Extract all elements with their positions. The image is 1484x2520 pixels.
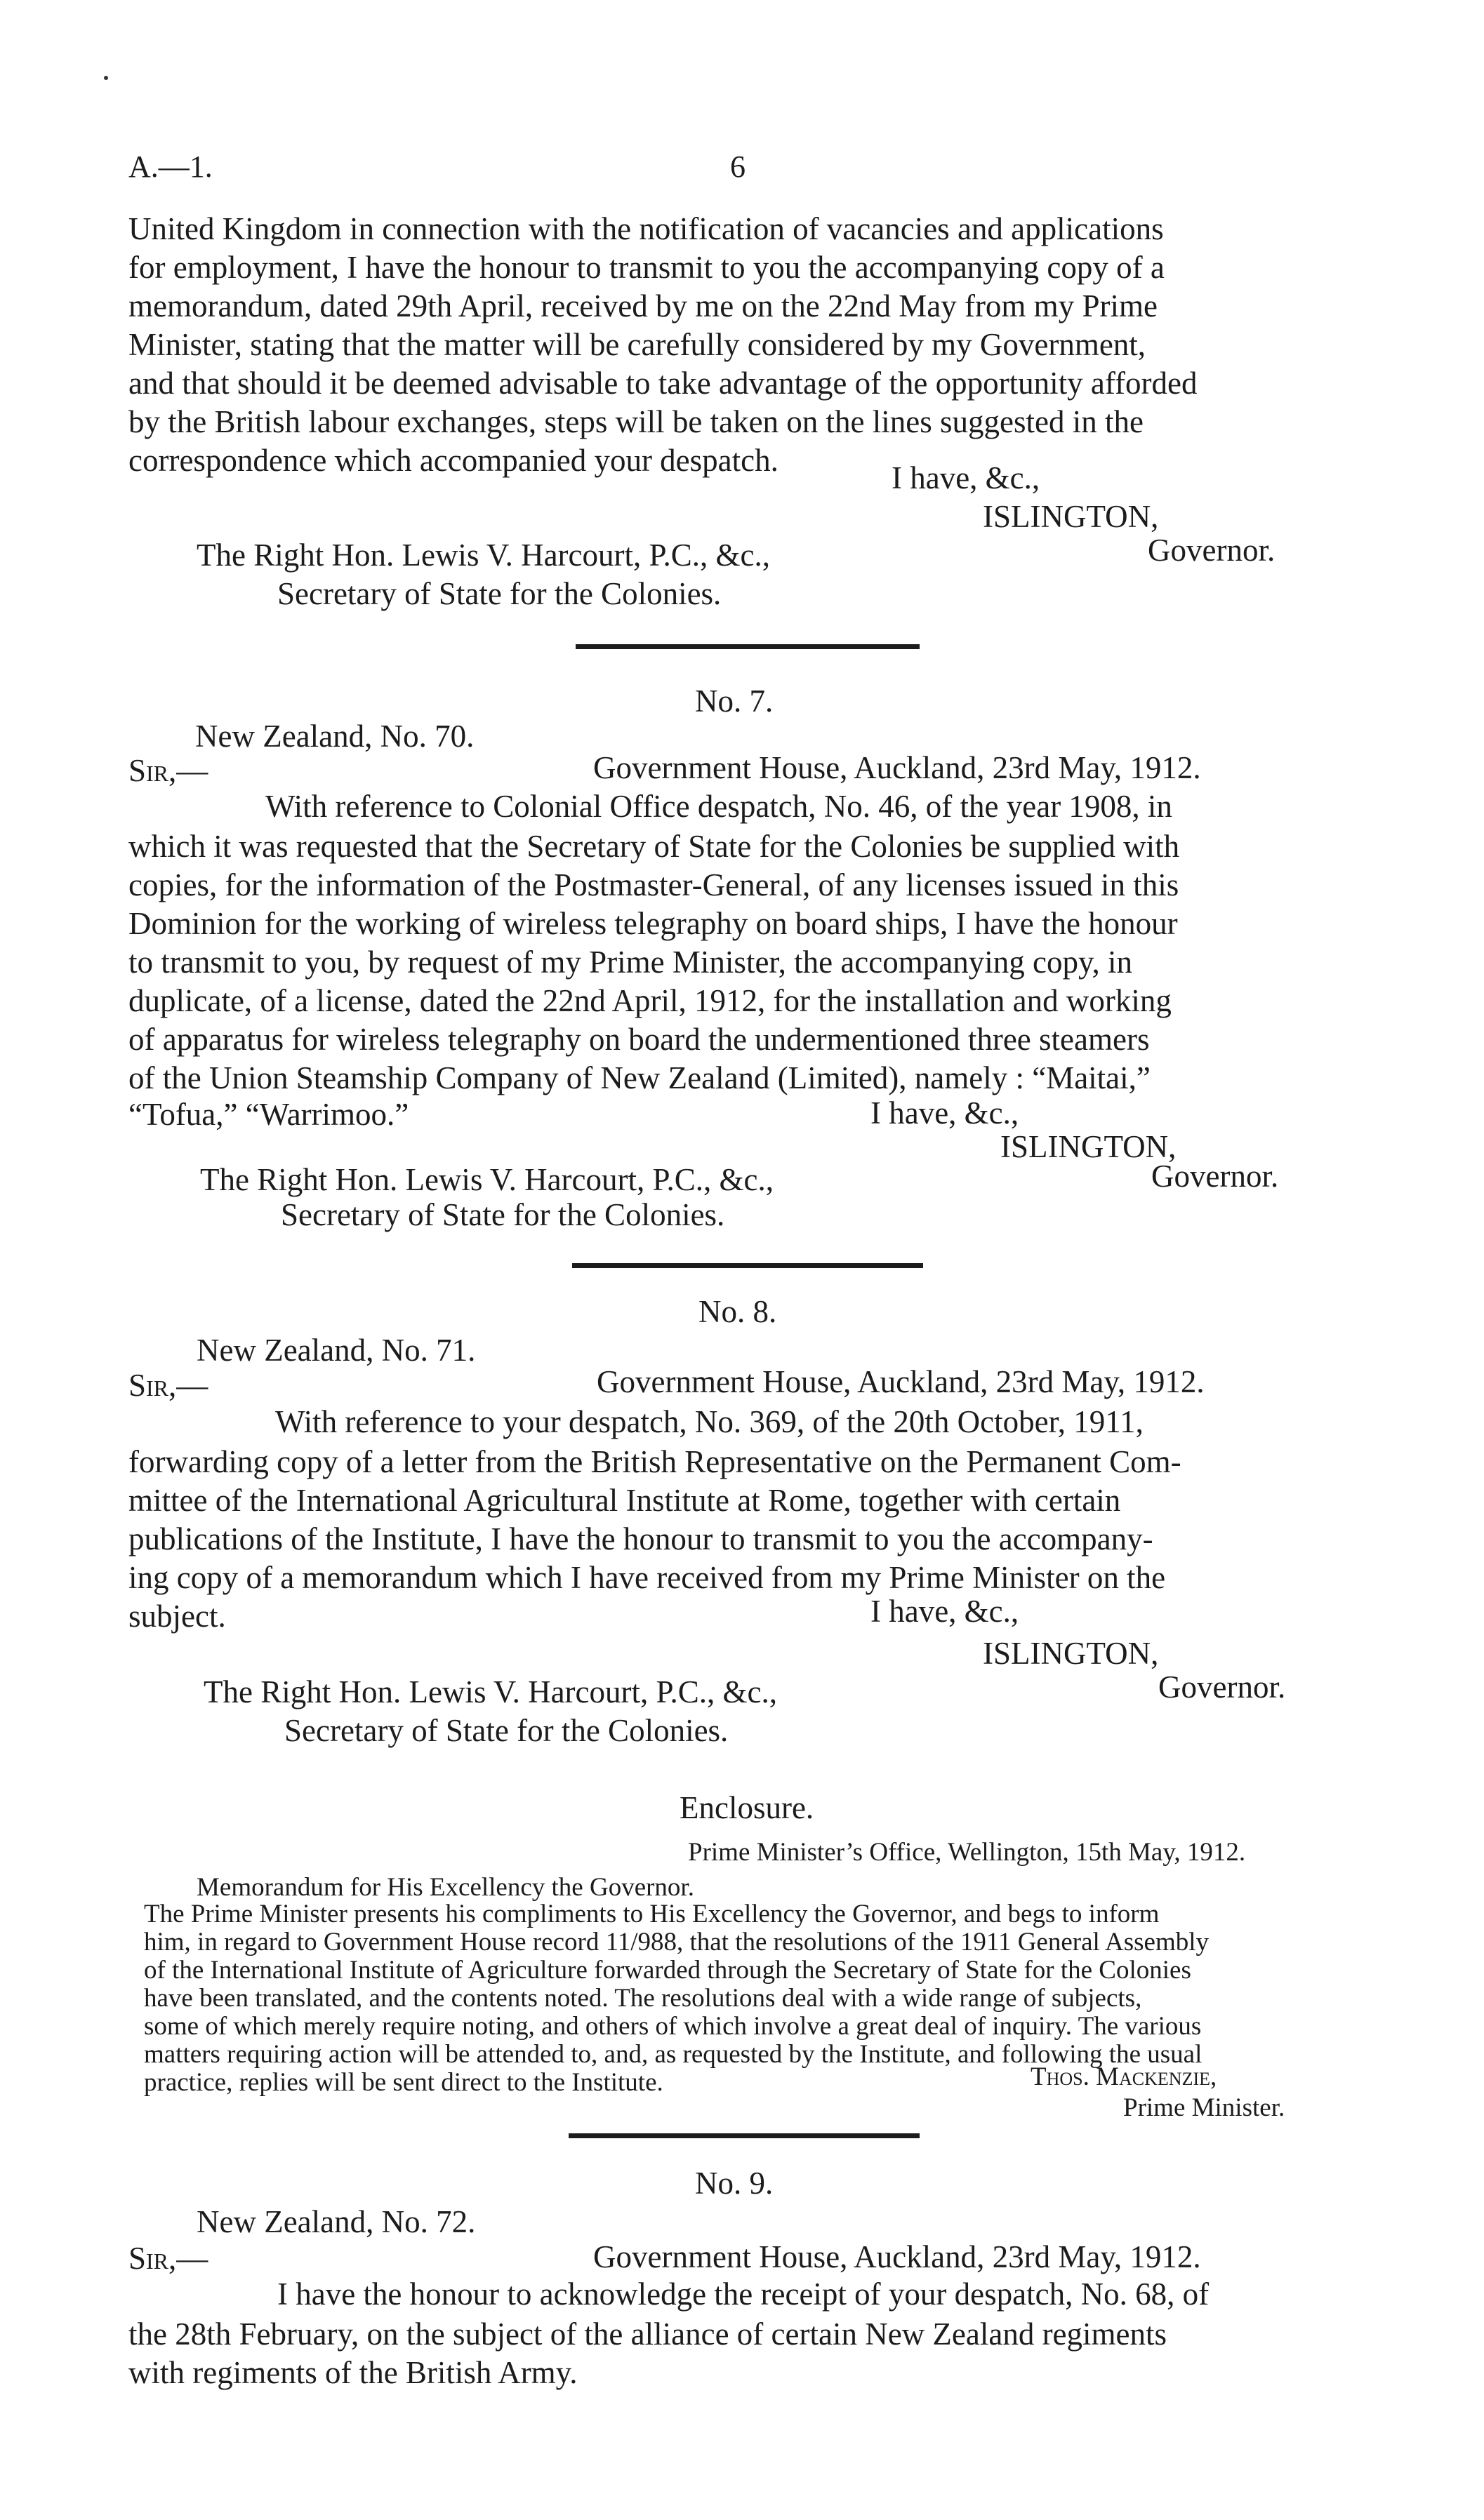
body-line: by the British labour exchanges, steps will be taken on the lines suggested in the bbox=[128, 404, 1144, 439]
memo-line: The Prime Minister presents his compliments to His Excellency the Governor, and begs to inform bbox=[144, 1900, 1160, 1928]
body-line: ing copy of a memorandum which I have received from my Prime Minister on the bbox=[128, 1560, 1166, 1595]
body-line: I have the honour to acknowledge the receipt of your despatch, No. 68, of bbox=[277, 2276, 1210, 2312]
memo-title: Memorandum for His Excellency the Governor. bbox=[197, 1873, 694, 1902]
enclosure-heading: Enclosure. bbox=[680, 1790, 814, 1825]
closing: I have, &c., bbox=[870, 1095, 1019, 1131]
body-line: of the Union Steamship Company of New Zealand (Limited), namely : “Maitai,” bbox=[128, 1060, 1151, 1095]
letter-heading: No. 8. bbox=[698, 1294, 777, 1329]
closing: I have, &c., bbox=[892, 460, 1040, 495]
body-line: of apparatus for wireless telegraphy on board the undermentioned three steamers bbox=[128, 1022, 1150, 1057]
body-line: for employment, I have the honour to transmit to you the accompanying copy of a bbox=[128, 250, 1165, 285]
addressee: The Right Hon. Lewis V. Harcourt, P.C., &c., bbox=[197, 538, 771, 573]
signature: ISLINGTON, bbox=[983, 1636, 1159, 1671]
dateline: Government House, Auckland, 23rd May, 1912. bbox=[593, 750, 1201, 785]
signatory-role: Governor. bbox=[1151, 1159, 1279, 1194]
stray-mark bbox=[104, 76, 108, 80]
signatory-role: Governor. bbox=[1158, 1669, 1286, 1705]
body-line: forwarding copy of a letter from the British Representative on the Permanent Com- bbox=[128, 1444, 1181, 1479]
body-line: the 28th February, on the subject of the alliance of certain New Zealand regiments bbox=[128, 2316, 1167, 2352]
enclosure-dateline: Prime Minister’s Office, Wellington, 15th May, 1912. bbox=[688, 1838, 1246, 1867]
body-line: copies, for the information of the Postmaster-General, of any licenses issued in this bbox=[128, 867, 1179, 902]
addressee: The Right Hon. Lewis V. Harcourt, P.C., &c., bbox=[200, 1162, 774, 1197]
memo-signatory-role: Prime Minister. bbox=[1123, 2093, 1285, 2122]
body-line: which it was requested that the Secretary of State for the Colonies be supplied with bbox=[128, 829, 1180, 864]
body-line: With reference to your despatch, No. 369, of the 20th October, 1911, bbox=[275, 1404, 1144, 1439]
section-divider bbox=[576, 644, 920, 649]
letter-reference: New Zealand, No. 72. bbox=[197, 2204, 476, 2239]
memo-signature: Thos. Mackenzie, bbox=[1031, 2062, 1217, 2091]
memo-line: some of which merely require noting, and others of which involve a great deal of inquiry. The various bbox=[144, 2012, 1202, 2041]
body-line: memorandum, dated 29th April, received by me on the 22nd May from my Prime bbox=[128, 288, 1158, 324]
body-line: Dominion for the working of wireless telegraphy on board ships, I have the honour bbox=[128, 906, 1178, 941]
addressee-title: Secretary of State for the Colonies. bbox=[284, 1713, 729, 1748]
section-divider bbox=[572, 1263, 923, 1268]
page-number: 6 bbox=[730, 149, 746, 184]
addressee: The Right Hon. Lewis V. Harcourt, P.C., &c., bbox=[204, 1674, 778, 1709]
body-line: publications of the Institute, I have the honour to transmit to you the accompany- bbox=[128, 1521, 1153, 1556]
letter-reference: New Zealand, No. 71. bbox=[197, 1333, 476, 1368]
body-line: and that should it be deemed advisable to take advantage of the opportunity afforded bbox=[128, 366, 1198, 401]
memo-line: of the International Institute of Agriculture forwarded through the Secretary of State for the Colonies bbox=[144, 1956, 1191, 1985]
signatory-role: Governor. bbox=[1148, 533, 1276, 568]
section-divider bbox=[569, 2133, 920, 2138]
letter-heading: No. 9. bbox=[695, 2166, 774, 2201]
body-line: duplicate, of a license, dated the 22nd April, 1912, for the installation and working bbox=[128, 983, 1172, 1018]
dateline: Government House, Auckland, 23rd May, 1912. bbox=[597, 1364, 1205, 1399]
addressee-title: Secretary of State for the Colonies. bbox=[277, 576, 722, 611]
memo-line: have been translated, and the contents noted. The resolutions deal with a wide range of subjects, bbox=[144, 1984, 1142, 2013]
signature: ISLINGTON, bbox=[1000, 1129, 1177, 1164]
salutation: Sir,— bbox=[128, 1368, 208, 1403]
salutation: Sir,— bbox=[128, 2241, 208, 2276]
body-line: correspondence which accompanied your despatch. bbox=[128, 443, 779, 478]
body-line: Minister, stating that the matter will be carefully considered by my Government, bbox=[128, 327, 1146, 362]
addressee-title: Secretary of State for the Colonies. bbox=[281, 1197, 725, 1232]
letter-reference: New Zealand, No. 70. bbox=[195, 719, 475, 754]
memo-line: practice, replies will be sent direct to the Institute. bbox=[144, 2068, 663, 2097]
letter-heading: No. 7. bbox=[695, 684, 774, 719]
closing: I have, &c., bbox=[870, 1594, 1019, 1629]
page-reference: A.—1. bbox=[128, 149, 213, 184]
body-line: United Kingdom in connection with the notification of vacancies and applications bbox=[128, 211, 1164, 246]
body-line: With reference to Colonial Office despatch, No. 46, of the year 1908, in bbox=[265, 789, 1172, 824]
memo-line: matters requiring action will be attended to, and, as requested by the Institute, and following the usual bbox=[144, 2040, 1203, 2069]
body-line: with regiments of the British Army. bbox=[128, 2355, 578, 2390]
body-line: “Tofua,” “Warrimoo.” bbox=[128, 1097, 409, 1132]
salutation: Sir,— bbox=[128, 753, 208, 788]
dateline: Government House, Auckland, 23rd May, 1912. bbox=[593, 2239, 1201, 2274]
body-line: mittee of the International Agricultural Institute at Rome, together with certain bbox=[128, 1483, 1121, 1518]
body-line: to transmit to you, by request of my Prime Minister, the accompanying copy, in bbox=[128, 945, 1133, 980]
signature: ISLINGTON, bbox=[983, 499, 1159, 534]
memo-line: him, in regard to Government House record 11/988, that the resolutions of the 1911 General Assembly bbox=[144, 1928, 1209, 1956]
body-line: subject. bbox=[128, 1599, 226, 1634]
